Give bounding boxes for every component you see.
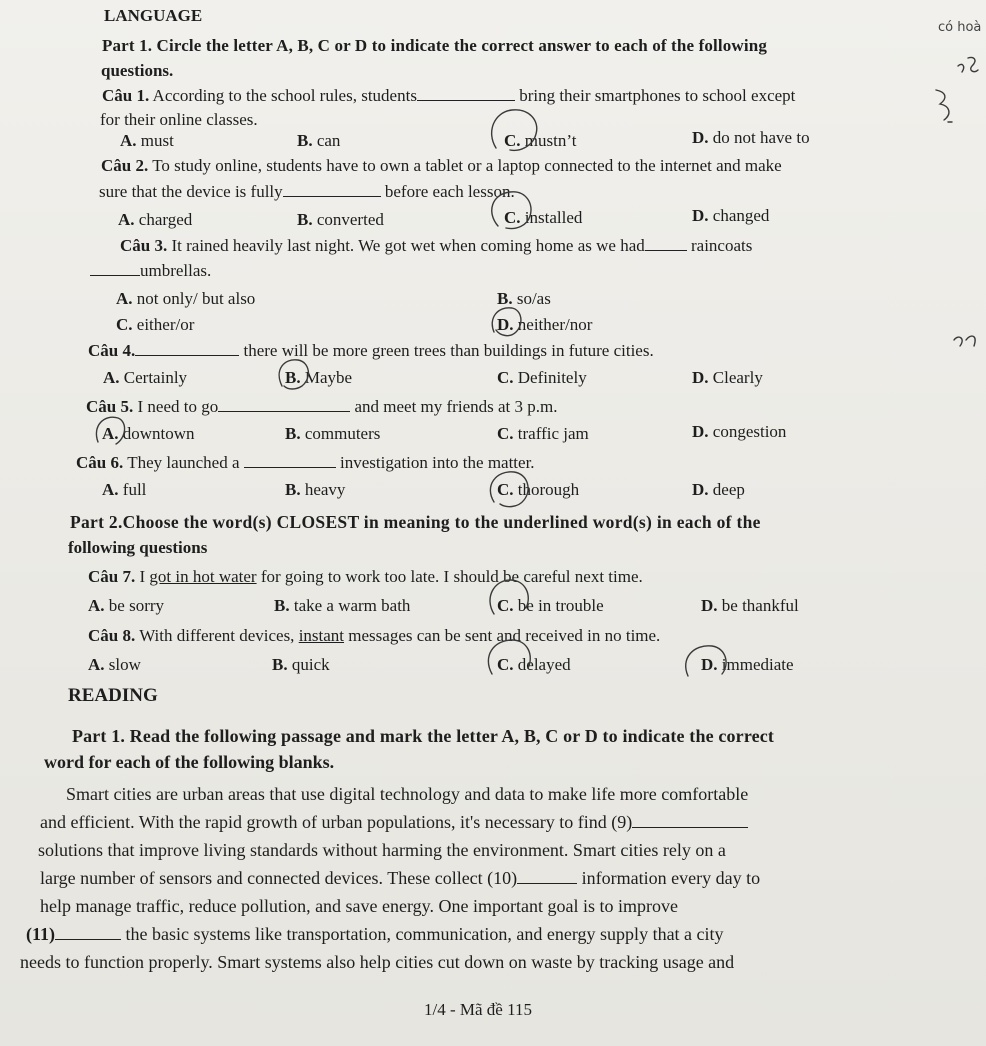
question-number: Câu 8. <box>88 626 136 645</box>
reading-part1-heading-cont: word for each of the following blanks. <box>44 752 335 772</box>
q3-option-b[interactable]: B. so/as <box>497 289 551 308</box>
q4-option-d[interactable]: D. Clearly <box>692 368 763 387</box>
question-7: Câu 7. I got in hot water for going to work too late. I should be careful next time. <box>88 567 643 586</box>
passage-line-6: (11) the basic systems like transportation, communication, and energy supply that a city <box>26 924 724 944</box>
q6-option-a[interactable]: A. full <box>102 480 147 499</box>
reading-part1-heading: Part 1. Read the following passage and mark the letter A, B, C or D to indicate the correct <box>72 726 775 746</box>
q8-option-b[interactable]: B. quick <box>272 655 330 674</box>
q3-option-c[interactable]: C. either/or <box>116 315 195 334</box>
q2-option-a[interactable]: A. charged <box>118 210 193 229</box>
section-heading-language: LANGUAGE <box>104 6 203 25</box>
q2-option-d[interactable]: D. changed <box>692 206 770 225</box>
q6-option-c[interactable]: C. thorough <box>497 480 580 499</box>
answer-blank[interactable] <box>645 236 687 251</box>
passage-line-1: Smart cities are urban areas that use digital technology and data to make life more comfortable <box>66 784 749 804</box>
scribble-margin-2 <box>936 90 952 122</box>
q5-option-d[interactable]: D. congestion <box>692 422 787 441</box>
q8-option-d[interactable]: D. immediate <box>701 655 794 674</box>
question-number: Câu 3. <box>120 236 168 255</box>
q5-option-a[interactable]: A. downtown <box>102 424 195 443</box>
q2-option-b[interactable]: B. converted <box>297 210 384 229</box>
q7-option-b[interactable]: B. take a warm bath <box>274 596 411 615</box>
question-2-cont: sure that the device is fully before each lesson. <box>99 182 515 201</box>
answer-blank[interactable] <box>283 182 381 197</box>
q4-option-b[interactable]: B. Maybe <box>285 368 353 387</box>
passage-line-7: needs to function properly. Smart systems also help cities cut down on waste by tracking usage and <box>20 952 735 972</box>
part1-heading-cont: questions. <box>101 61 174 80</box>
part2-heading-cont: following questions <box>68 538 208 557</box>
q4-option-a[interactable]: A. Certainly <box>103 368 188 387</box>
q7-option-c[interactable]: C. be in trouble <box>497 596 604 615</box>
blank-9[interactable] <box>632 813 748 828</box>
scribble-margin-1 <box>958 57 978 72</box>
question-2: Câu 2. To study online, students have to own a tablet or a laptop connected to the internet and make <box>101 156 782 175</box>
page-footer: 1/4 - Mã đề 115 <box>424 1000 532 1019</box>
question-number: Câu 6. <box>76 453 124 472</box>
question-1: Câu 1. According to the school rules, students bring their smartphones to school except <box>102 86 796 105</box>
passage-line-2: and efficient. With the rapid growth of urban populations, it's necessary to find (9) <box>40 812 748 832</box>
underlined-phrase: instant <box>298 626 345 645</box>
q7-option-a[interactable]: A. be sorry <box>88 596 165 615</box>
q8-option-c[interactable]: C. delayed <box>497 655 571 674</box>
q7-option-d[interactable]: D. be thankful <box>701 596 799 615</box>
blank-11[interactable] <box>55 925 121 940</box>
question-6: Câu 6. They launched a investigation into the matter. <box>76 453 535 472</box>
q5-option-c[interactable]: C. traffic jam <box>497 424 589 443</box>
question-8: Câu 8. With different devices, instant messages can be sent and received in no time. <box>88 626 661 645</box>
question-number: Câu 5. <box>86 397 134 416</box>
q8-option-a[interactable]: A. slow <box>88 655 141 674</box>
part2-heading: Part 2.Choose the word(s) CLOSEST in meaning to the underlined word(s) in each of the <box>70 512 761 532</box>
answer-blank[interactable] <box>417 86 515 101</box>
q1-option-a[interactable]: A. must <box>120 131 174 150</box>
passage-line-5: help manage traffic, reduce pollution, and save energy. One important goal is to improve <box>40 896 678 916</box>
question-3-cont: umbrellas. <box>90 261 211 281</box>
answer-blank[interactable] <box>135 341 239 356</box>
q1-option-b[interactable]: B. can <box>297 131 341 150</box>
q6-option-d[interactable]: D. deep <box>692 480 745 499</box>
section-heading-reading: READING <box>68 685 158 706</box>
passage-line-4: large number of sensors and connected devices. These collect (10) information every day to <box>40 868 761 888</box>
question-3: Câu 3. It rained heavily last night. We got wet when coming home as we had raincoats <box>120 236 753 255</box>
underlined-phrase: got in hot water <box>149 567 257 586</box>
question-4: Câu 4. there will be more green trees than buildings in future cities. <box>88 341 654 360</box>
q6-option-b[interactable]: B. heavy <box>285 480 346 499</box>
question-5: Câu 5. I need to go and meet my friends at 3 p.m. <box>86 397 558 416</box>
blank-10[interactable] <box>517 869 577 884</box>
part1-heading: Part 1. Circle the letter A, B, C or D to indicate the correct answer to each of the following <box>102 36 767 55</box>
q3-option-a[interactable]: A. not only/ but also <box>116 289 256 308</box>
question-number: Câu 7. <box>88 567 136 586</box>
q1-option-c[interactable]: C. mustn’t <box>504 131 577 150</box>
q2-option-c[interactable]: C. installed <box>504 208 583 227</box>
q5-option-b[interactable]: B. commuters <box>285 424 381 443</box>
q3-option-d[interactable]: D. neither/nor <box>497 315 593 334</box>
question-1-cont: for their online classes. <box>100 110 258 129</box>
answer-blank[interactable] <box>244 453 336 468</box>
question-number: Câu 2. <box>101 156 149 175</box>
passage-line-3: solutions that improve living standards without harming the environment. Smart cities rely on a <box>38 840 726 860</box>
scribble-margin-3 <box>954 336 975 346</box>
answer-blank[interactable] <box>90 261 140 276</box>
question-number: Câu 1. <box>102 86 150 105</box>
answer-blank[interactable] <box>218 397 350 412</box>
q4-option-c[interactable]: C. Definitely <box>497 368 587 387</box>
q1-option-d[interactable]: D. do not have to <box>692 128 810 147</box>
margin-handwriting: có hoà <box>938 20 982 35</box>
question-number: Câu 4. <box>88 341 136 360</box>
